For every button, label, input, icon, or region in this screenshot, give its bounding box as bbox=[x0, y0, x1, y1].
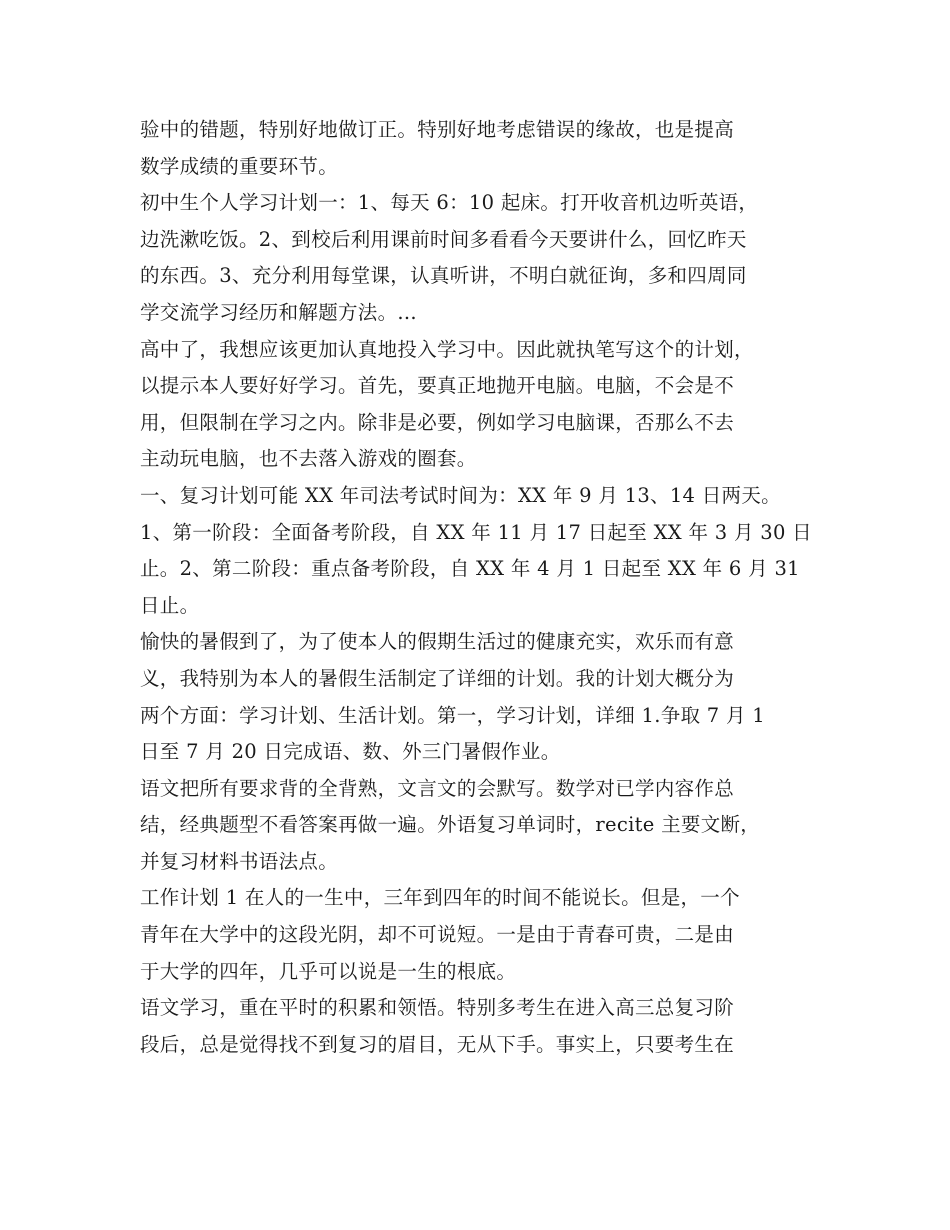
text-line: 止。2、第二阶段：重点备考阶段，自 XX 年 4 月 1 日起至 XX 年 6 月 31 bbox=[140, 557, 800, 581]
text-line: 日止。 bbox=[140, 593, 200, 617]
text-line: 一、复习计划可能 XX 年司法考试时间为：XX 年 9 月 13、14 日两天。 bbox=[140, 483, 781, 507]
text-line: 主动玩电脑，也不去落入游戏的圈套。 bbox=[140, 447, 477, 471]
text-line: 初中生个人学习计划一：1、每天 6：10 起床。打开收音机边听英语， bbox=[140, 191, 759, 215]
text-line: 愉快的暑假到了，为了使本人的假期生活过的健康充实，欢乐而有意 bbox=[140, 630, 735, 654]
text-line: 义，我特别为本人的暑假生活制定了详细的计划。我的计划大概分为 bbox=[140, 666, 735, 690]
text-line: 于大学的四年，几乎可以说是一生的根底。 bbox=[140, 959, 517, 983]
text-line: 学交流学习经历和解题方法。... bbox=[140, 300, 417, 324]
text-line: 用，但限制在学习之内。除非是必要，例如学习电脑课，否那么不去 bbox=[140, 410, 735, 434]
text-line: 1、第一阶段：全面备考阶段，自 XX 年 11 月 17 日起至 XX 年 3 月 30 日 bbox=[140, 520, 812, 544]
text-line: 验中的错题，特别好地做订正。特别好地考虑错误的缘故，也是提高 bbox=[140, 118, 735, 141]
text-line: 青年在大学中的这段光阴，却不可说短。一是由于青春可贵，二是由 bbox=[140, 923, 735, 947]
text-line: 日至 7 月 20 日完成语、数、外三门暑假作业。 bbox=[140, 740, 561, 764]
text-line: 语文学习，重在平时的积累和领悟。特别多考生在进入高三总复习阶 bbox=[140, 996, 735, 1020]
text-line: 语文把所有要求背的全背熟，文言文的会默写。数学对已学内容作总 bbox=[140, 776, 735, 800]
text-line: 以提示本人要好好学习。首先，要真正地抛开电脑。电脑，不会是不 bbox=[140, 374, 735, 398]
text-line: 并复习材料书语法点。 bbox=[140, 849, 339, 873]
text-line: 边洗漱吃饭。2、到校后利用课前时间多看看今天要讲什么，回忆昨天 bbox=[140, 227, 747, 251]
text-line: 高中了，我想应该更加认真地投入学习中。因此就执笔写这个的计划， bbox=[140, 337, 754, 361]
text-line: 工作计划 1 在人的一生中，三年到四年的时间不能说长。但是，一个 bbox=[140, 886, 740, 910]
text-line: 结，经典题型不看答案再做一遍。外语复习单词时，recite 主要文断， bbox=[140, 813, 761, 837]
document-body-text bbox=[140, 112, 822, 1063]
text-line: 段后，总是觉得找不到复习的眉目，无从下手。事实上，只要考生在 bbox=[140, 1032, 735, 1056]
text-line: 两个方面：学习计划、生活计划。第一，学习计划，详细 1.争取 7 月 1 bbox=[140, 703, 766, 727]
text-line: 数学成绩的重要环节。 bbox=[140, 154, 339, 178]
text-line: 的东西。3、充分利用每堂课，认真听讲，不明白就征询，多和四周同 bbox=[140, 264, 747, 288]
